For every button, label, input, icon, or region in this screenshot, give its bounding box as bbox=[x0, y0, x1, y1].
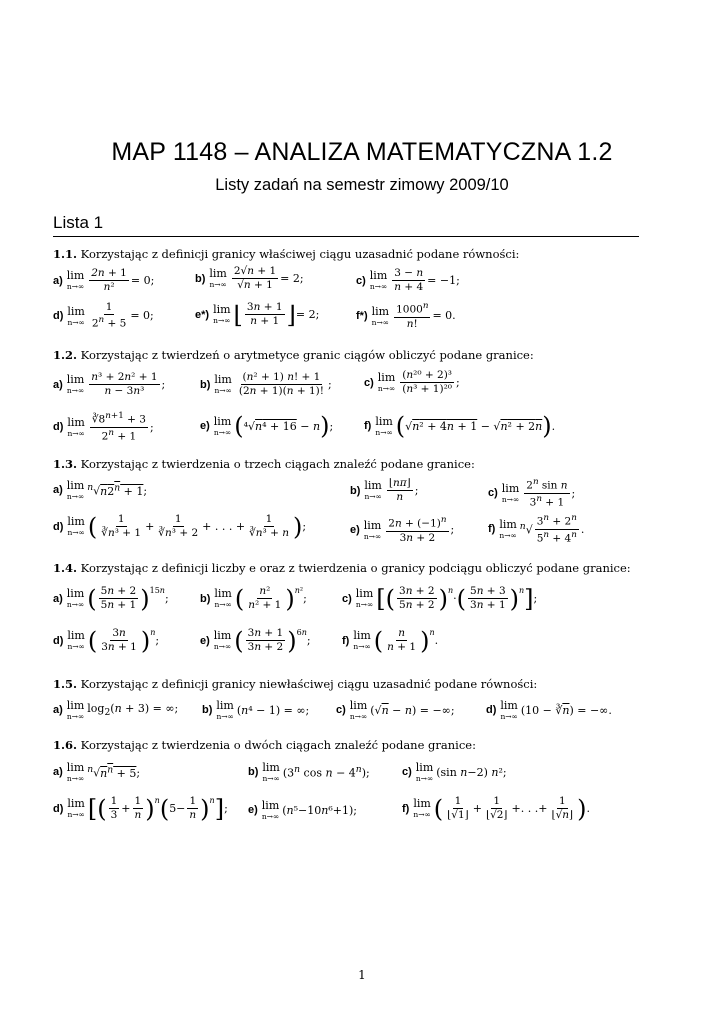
item-1-5-d: d) lim n→∞ $(10 - ∛\overline{n})$ = −∞. bbox=[486, 699, 612, 721]
item-1-4-c: c) lim n→∞ [ ( $\frac{3n + 2}{5n + 2}$ ) $^n$ · ( $\frac{5n + 3}{3n + 1}$ ) $^n$ ] ; bbox=[342, 584, 538, 613]
item-1-2-b: b) lim n→∞ $\frac{\text{(n² + 1) n! + 1}}{(2n + 1)(n + 1)!}$ ; bbox=[200, 371, 332, 398]
item-1-2-d: d) lim n→∞ $\frac{∛8^{n+1} + 3}{2^n + 1}$ ; bbox=[53, 411, 154, 443]
item-1-6-d: d) lim n→∞ [ ( $\frac{1}{3}$ + $\frac{1}{n}$ ) $^n$ ( 5− $\frac{1}{n}$ ) $^n$ ] ; bbox=[53, 794, 228, 823]
item-1-5-c: c) lim n→∞ (√n − n) = −∞; bbox=[336, 699, 455, 721]
problem-text: Korzystając z definicji granicy właściwej ciągu uzasadnić podane równości: bbox=[80, 247, 520, 261]
item-1-6-b: b) lim n→∞ (3$^n$ $\cos n - 4^n$); bbox=[248, 761, 370, 783]
heading-rule bbox=[53, 236, 639, 237]
problem-1-5: 1.5. Korzystając z definicji granicy niewłaściwej ciągu uzasadnić podane równości: bbox=[53, 677, 538, 691]
item-1-1-d: d) lim n→∞ $\frac{1}{2^n + 5}$ = 0; bbox=[53, 301, 154, 330]
item-1-2-a: a) lim n→∞ $\frac{\text{n³ + 2n² + 1}}{\text{n − 3n³}}$ ; bbox=[53, 371, 166, 398]
document-subtitle: Listy zadań na semestr zimowy 2009/10 bbox=[215, 176, 509, 194]
item-1-5-a: a) lim n→∞ $\log_2(n + 3)$ = ∞; bbox=[53, 699, 179, 721]
item-1-4-f: f) lim n→∞ ( $\frac{n}{n + 1}$ ) $^n$ . bbox=[342, 626, 439, 655]
item-1-3-d: d) lim n→∞ ( $\frac{1}{\text{∛n³ + 1}}$ + $\frac{1}{\text{∛n³ + 2}}$ + . . . + $\frac{1}{\text{∛n³ + n}}$ ) ; bbox=[53, 512, 307, 541]
item-1-3-f: f) lim n→∞ $^n$√ $\frac{3^n + 2^n}{5^n + 4^n}$ . bbox=[488, 513, 585, 545]
item-1-6-c: c) lim n→∞ (sin n−2) n²; bbox=[402, 761, 507, 783]
problem-1-6: 1.6. Korzystając z twierdzenia o dwóch ciągach znaleźć podane granice: bbox=[53, 738, 476, 752]
problem-1-3: 1.3. Korzystając z twierdzenia o trzech ciągach znaleźć podane granice: bbox=[53, 457, 475, 471]
item-1-5-b: b) lim n→∞ (n⁴ − 1) = ∞; bbox=[202, 699, 310, 721]
problem-1-4: 1.4. Korzystając z definicji liczby e oraz z twierdzenia o granicy podciągu obliczyć podane granice: bbox=[53, 561, 631, 575]
item-1-4-a: a) lim n→∞ ( $\frac{5n + 2}{5n + 1}$ ) $^{15n}$ ; bbox=[53, 584, 169, 613]
item-1-3-a: a) lim n→∞ $^n√n2^n + 1$; bbox=[53, 479, 148, 501]
item-1-2-c: c) lim n→∞ $\frac{\text{(n²⁰ + 2)³}}{\text{(n³ + 1)²⁰}}$ ; bbox=[364, 369, 460, 396]
item-1-2-e: e) lim n→∞ ( ⁴√n⁴ + 16 − n ) ; bbox=[200, 412, 334, 440]
item-1-1-f: f*) lim n→∞ $\frac{1000^n}{n!}$ = 0. bbox=[356, 301, 456, 330]
page-number: 1 bbox=[358, 968, 366, 982]
item-1-4-b: b) lim n→∞ ( $\frac{\text{n²}}{\text{n² + 1}}$ ) $^{n ^2}$ ; bbox=[200, 584, 307, 613]
item-1-2-f: f) lim n→∞ ( √n² + 4n + 1 − √n² + 2n ) . bbox=[364, 412, 556, 440]
list-heading: Lista 1 bbox=[53, 213, 104, 232]
item-1-1-a: a) lim n→∞ $\frac{2n + 1}{\text{n²}}$ = 0; bbox=[53, 267, 155, 294]
item-1-6-a: a) lim n→∞ $^n√n^n + 5$; bbox=[53, 761, 141, 783]
item-1-1-e: e*) lim n→∞ ⌊ $\frac{3n + 1}{n + 1}$ ⌋ = 2; bbox=[195, 300, 320, 329]
item-1-3-c: c) lim n→∞ $\frac{2^n \sin n}{3^n + 1}$ ; bbox=[488, 477, 576, 509]
item-1-3-b: b) lim n→∞ $\frac{⌊n\pi⌋}{n}$ ; bbox=[350, 477, 419, 504]
item-1-4-e: e) lim n→∞ ( $\frac{3n + 1}{3n + 2}$ ) $^{6n}$ ; bbox=[200, 626, 311, 655]
item-1-3-e: e) lim n→∞ $\frac{2n + (-1)^n}{3n + 2}$ ; bbox=[350, 515, 455, 544]
item-1-4-d: d) lim n→∞ ( $\frac{3n}{3n + 1}$ ) $^n$ ; bbox=[53, 626, 160, 655]
item-1-6-e: e) lim n→∞ (n⁵−10n⁶+1); bbox=[248, 799, 357, 821]
item-1-1-b: b) lim n→∞ $\frac{2√n + 1}{√n + 1}$ = 2; bbox=[195, 265, 304, 292]
item-1-1-c: c) lim n→∞ $\frac{3 - n}{n + 4}$ = −1; bbox=[356, 267, 460, 294]
problem-1-1: 1.1. Korzystając z definicji granicy właściwej ciągu uzasadnić podane równości: bbox=[53, 247, 520, 261]
problem-1-2: 1.2. Korzystając z twierdzeń o arytmetyce granic ciągów obliczyć podane granice: bbox=[53, 348, 534, 362]
item-1-6-f: f) lim n→∞ ( $\frac{1}{⌊√1⌋}$ + $\frac{1}{⌊√2⌋}$ +. . .+ $\frac{1}{⌊√n⌋}$ ) . bbox=[402, 794, 591, 823]
document-title: MAP 1148 – ANALIZA MATEMATYCZNA 1.2 bbox=[111, 138, 613, 166]
